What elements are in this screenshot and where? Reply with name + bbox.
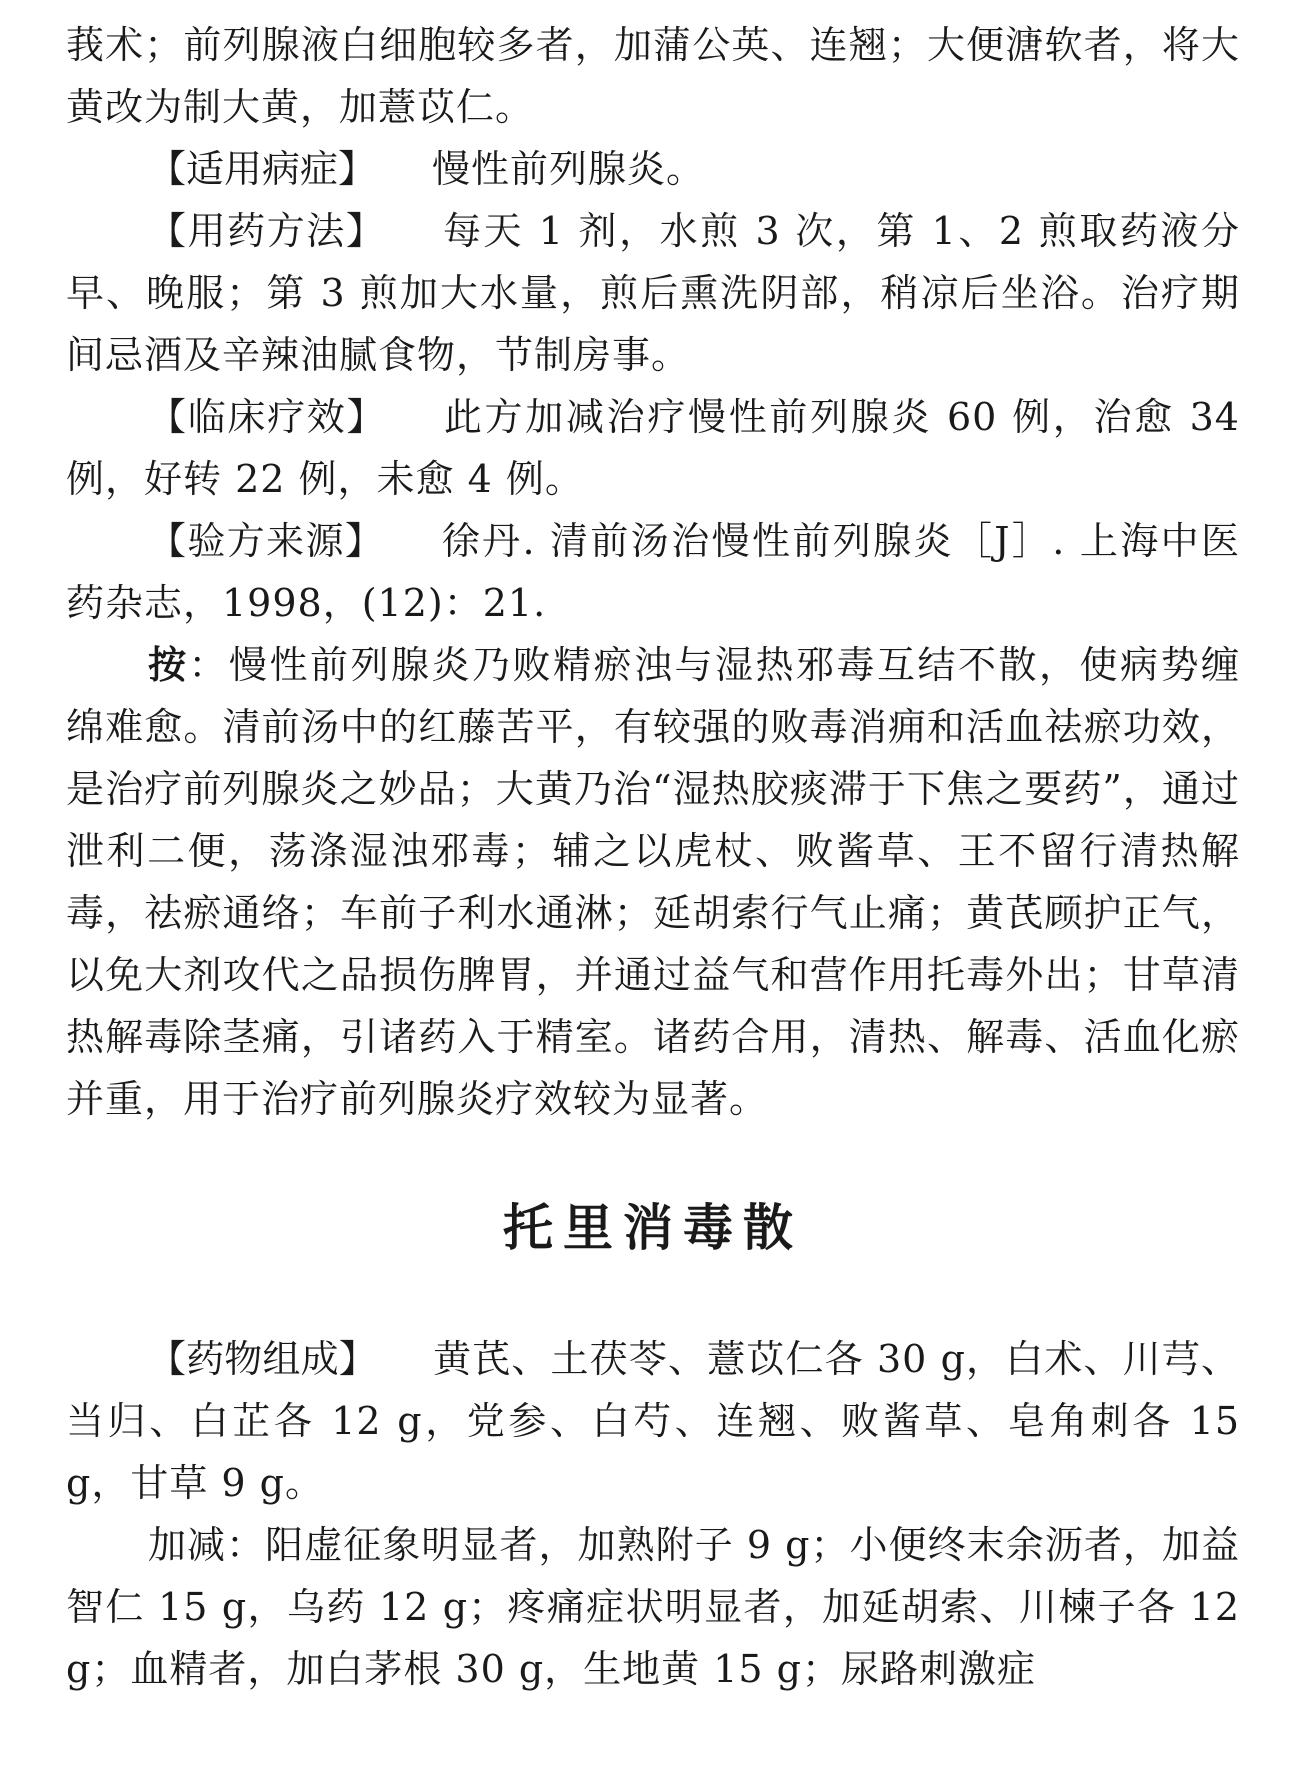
indication-text: 慢性前列腺炎。 [432, 147, 706, 191]
section-title: 托里消毒散 [503, 1199, 803, 1257]
modification-text: 加减：阳虚征象明显者，加熟附子 9 g；小便终末余沥者，加益智仁 15 g，乌药 12 g；疼痛症状明显者，加延胡索、川楝子各 12 g；血精者，加白茅根 30 g，生地黄 15 g；尿路刺激症 [66, 1523, 1240, 1691]
source-paragraph [66, 510, 1240, 634]
source-label: 【验方来源】 [148, 519, 385, 563]
modification-paragraph [66, 1514, 1240, 1700]
indication-label: 【适用病症】 [148, 147, 377, 191]
usage-label: 【用药方法】 [148, 209, 386, 253]
composition-text: 黄芪、土茯苓、薏苡仁各 30 g，白术、川芎、当归、白芷各 12 g，党参、白芍、连翘、败酱草、皂角刺各 15 g，甘草 9 g。 [66, 1337, 1240, 1505]
indication-paragraph [66, 138, 1240, 200]
efficacy-text: 此方加减治疗慢性前列腺炎 60 例，治愈 34 例，好转 22 例，未愈 4 例。 [66, 395, 1240, 501]
note-text: ：慢性前列腺炎乃败精瘀浊与湿热邪毒互结不散，使病势缠绵难愈。清前汤中的红藤苦平，有较强的败毒消痈和活血祛瘀功效，是治疗前列腺炎之妙品；大黄乃治“湿热胶痰滞于下焦之要药”，通过泄利二便，荡涤湿浊邪毒；辅之以虎杖、败酱草、王不留行清热解毒，祛瘀通络；车前子利水通淋；延胡索行气止痛；黄芪顾护正气，以免大剂攻代之品损伤脾胃，并通过益气和营作用托毒外出；甘草清热解毒除茎痛，引诸药入于精室。诸药合用，清热、解毒、活血化瘀并重，用于治疗前列腺炎疗效较为显著。 [66, 643, 1240, 1121]
efficacy-label: 【临床疗效】 [148, 395, 387, 439]
composition-label: 【药物组成】 [148, 1337, 377, 1381]
efficacy-paragraph [66, 386, 1240, 510]
note-lead: 按 [148, 643, 189, 687]
composition-paragraph [66, 1328, 1240, 1514]
document-page [66, 14, 1240, 1700]
source-text: 徐丹. 清前汤治慢性前列腺炎［J］. 上海中医药杂志，1998，(12)：21. [66, 519, 1240, 625]
intro-text: 莪术；前列腺液白细胞较多者，加蒲公英、连翘；大便溏软者，将大黄改为制大黄，加薏苡仁。 [66, 23, 1240, 129]
intro-paragraph [66, 14, 1240, 138]
usage-paragraph [66, 200, 1240, 386]
note-paragraph [66, 634, 1240, 1130]
usage-text: 每天 1 剂，水煎 3 次，第 1、2 煎取药液分早、晚服；第 3 煎加大水量，煎后熏洗阴部，稍凉后坐浴。治疗期间忌酒及辛辣油腻食物，节制房事。 [66, 209, 1240, 377]
